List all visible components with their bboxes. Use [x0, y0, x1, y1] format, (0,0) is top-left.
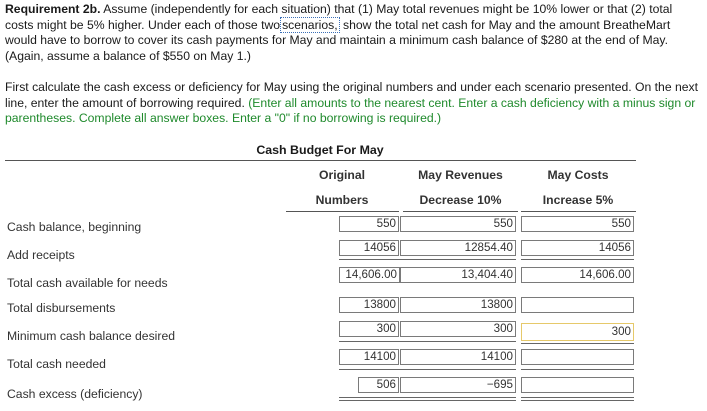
requirement-text-a: Assume (independently for each situation) that (1) May total revenues might be 10% lower or that (2) total costs might be 5% higher. Under each of those two: [5, 2, 673, 32]
disbursements-costs-input[interactable]: [521, 297, 634, 313]
subtotal-rule: [339, 341, 400, 342]
excess-revenues-input[interactable]: −695: [400, 377, 516, 393]
cash-balance-revenues-input[interactable]: 550: [400, 216, 516, 232]
row-label-total-cash-needed: Total cash needed: [7, 357, 106, 371]
subtotal-rule: [339, 259, 400, 260]
instructions-text: First calculate the cash excess or deficiency for May using the original numbers and under each scenario presented. On the next line, enter the amount of borrowing required.: [5, 80, 699, 110]
subtotal-rule: [400, 369, 516, 370]
row-label-cash-balance-beginning: Cash balance, beginning: [7, 220, 142, 234]
requirement-text-b: show the total net cash for May and the amount BreatheMart would have to borrow to cover its cash payments for May and maintain a minimum cash balance of $280 at the end of May. (Again, assume a balance of $550 on May 1.): [5, 17, 671, 63]
cash-balance-original-input[interactable]: 550: [339, 216, 399, 232]
row-label-total-disbursements: Total disbursements: [7, 301, 116, 315]
double-underline: [521, 397, 634, 401]
requirement-paragraph: [5, 2, 703, 64]
instructions-paragraph: [5, 80, 703, 127]
disbursements-revenues-input[interactable]: 13800: [400, 297, 516, 313]
cash-balance-costs-input[interactable]: 550: [521, 216, 634, 232]
budget-title: Cash Budget For May: [256, 143, 384, 157]
row-label-add-receipts: Add receipts: [7, 248, 75, 262]
subtotal-rule: [400, 341, 516, 342]
cash-needed-original-input[interactable]: 14100: [339, 349, 399, 365]
col-revenues-header-line1: May Revenues: [418, 168, 503, 182]
title-divider: [5, 160, 636, 161]
total-available-revenues-value: 13,404.40: [400, 267, 516, 283]
receipts-revenues-input[interactable]: 12854.40: [400, 240, 516, 256]
cash-needed-costs-input[interactable]: [521, 349, 634, 365]
min-balance-revenues-input[interactable]: 300: [400, 321, 516, 337]
row-label-minimum-cash-balance: Minimum cash balance desired: [7, 329, 175, 343]
col-revenues-header-line2: Decrease 10%: [419, 193, 502, 207]
excess-costs-input[interactable]: [521, 377, 634, 393]
row-label-total-cash-available: Total cash available for needs: [7, 276, 168, 290]
min-balance-original-input[interactable]: 300: [339, 321, 399, 337]
col-costs-header-line2: Increase 5%: [542, 193, 614, 207]
subtotal-rule: [339, 369, 400, 370]
row-label-cash-excess-deficiency: Cash excess (deficiency): [7, 387, 143, 401]
subtotal-rule: [521, 369, 634, 370]
cash-needed-revenues-input[interactable]: 14100: [400, 349, 516, 365]
double-underline: [400, 397, 516, 401]
header-rule: [521, 211, 636, 212]
header-rule: [403, 211, 518, 212]
double-underline: [339, 397, 400, 401]
scenarios-link[interactable]: scenarios,: [282, 17, 338, 32]
requirement-label: Requirement 2b.: [5, 2, 101, 16]
instructions-note: (Enter all amounts to the nearest cent. Enter a cash deficiency with a minus sign or parentheses. Complete all answer boxes. Enter a "0" if no borrowing is required.): [5, 95, 696, 126]
subtotal-rule: [521, 343, 634, 344]
receipts-original-input[interactable]: 14056: [339, 240, 399, 256]
excess-original-input[interactable]: 506: [358, 377, 399, 393]
col-costs-header-line1: May Costs: [547, 168, 609, 182]
header-rule: [286, 211, 399, 212]
total-available-original-value: 14,606.00: [339, 267, 400, 283]
receipts-costs-input[interactable]: 14056: [521, 240, 634, 256]
subtotal-rule: [521, 259, 634, 260]
min-balance-costs-input[interactable]: 300: [521, 323, 634, 341]
subtotal-rule: [400, 259, 516, 260]
total-available-costs-value: 14,606.00: [521, 267, 634, 283]
col-original-header-line2: Numbers: [315, 193, 369, 207]
disbursements-original-input[interactable]: 13800: [339, 297, 399, 313]
col-original-header-line1: Original: [318, 168, 366, 182]
